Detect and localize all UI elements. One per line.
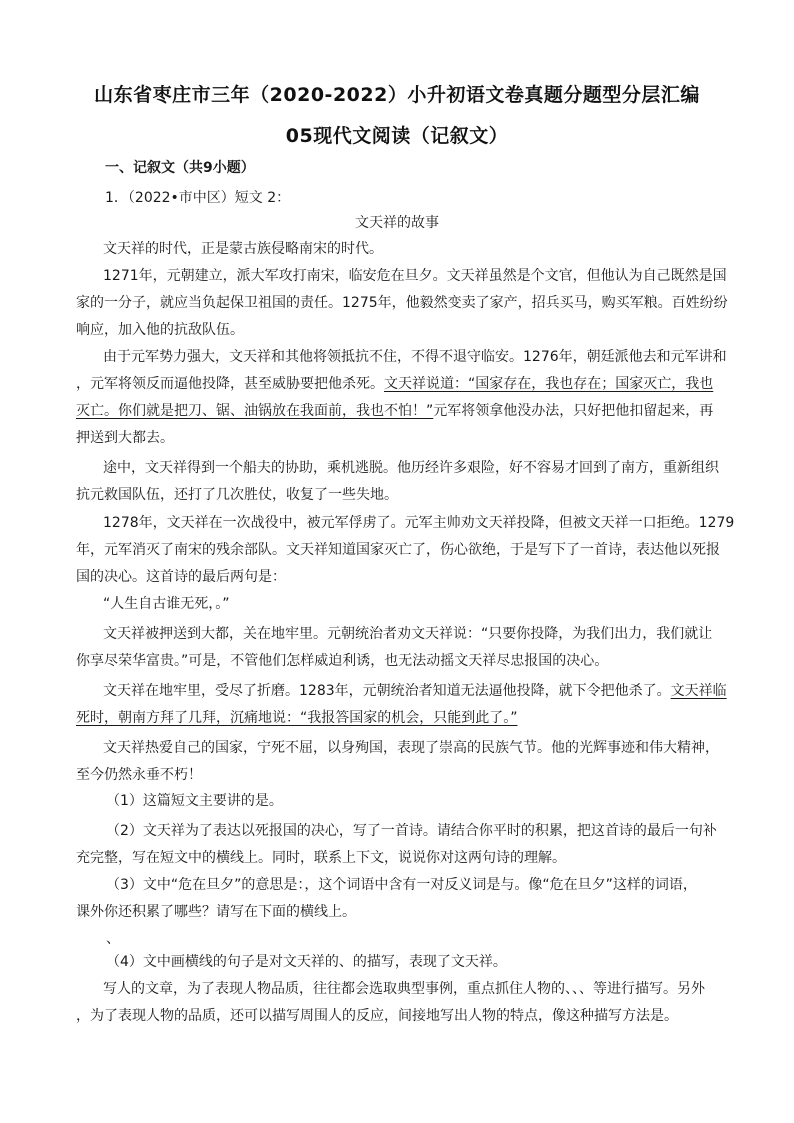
- paragraph-line: 抗元救国队伍，还打了几次胜仗，收复了一些失地。: [76, 487, 398, 503]
- paragraph-line: 国的决心。这首诗的最后两句是：: [76, 569, 286, 585]
- paragraph-line: 响应，加入他的抗敌队伍。: [76, 322, 244, 338]
- paragraph-text: 文天祥在地牢里，受尽了折磨。1283年，元朝统治者知道无法逼他投降，就下令把他杀了。: [103, 683, 671, 699]
- paragraph-line: ，为了表现人物的品质，还可以描写周围人的反应，间接地写出人物的特点，像这种描写方法是。: [76, 1008, 678, 1024]
- section-heading: 一、记叙文（共9小题）: [105, 160, 255, 176]
- underlined-sentence: 文天祥临: [670, 683, 727, 699]
- paragraph-line: 文天祥被押送到大都，关在地牢里。元朝统治者劝文天祥说：“只要你投降，为我们出力，我们就让: [103, 626, 713, 642]
- paragraph-text: 元军将领拿他没办法，只好把他扣留起来，再: [433, 403, 714, 419]
- paragraph-line: 写人的文章，为了表现人物品质，往往都会选取典型事例，重点抓住人物的、、、等进行描写。另外: [103, 981, 705, 997]
- paragraph-line: 由于元军势力强大，文天祥和其他将领抵抗不住，不得不退守临安。1276年，朝廷派他去和元军讲和: [103, 349, 727, 365]
- underlined-sentence: 死时，朝南方拜了几拜，沉痛地说：“我报答国家的机会，只能到此了。”: [76, 710, 518, 726]
- question-2: （2）文天祥为了表达以死报国的决心，写了一首诗。请结合你平时的积累，把这首诗的最后一句补: [106, 823, 717, 839]
- paragraph-line: 你享尽荣华富贵。”可是，不管他们怎样威迫利诱，也无法动摇文天祥尽忠报国的决心。: [76, 653, 609, 669]
- paragraph-line: 1278年，文天祥在一次战役中，被元军俘虏了。元军主帅劝文天祥投降，但被文天祥一口拒绝。1279: [103, 515, 735, 531]
- paragraph-line: 文天祥热爱自己的国家，宁死不屈，以身殉国，表现了崇高的民族气节。他的光辉事迹和伟大精神，: [103, 740, 719, 756]
- question-2-continued: 充完整，写在短文中的横线上。同时，联系上下文，说说你对这两句诗的理解。: [76, 850, 566, 866]
- question-intro: 1．（2022•市中区）短文 2：: [105, 190, 291, 206]
- poem-line: “人生自古谁无死，。”: [103, 596, 230, 612]
- paragraph-line: 1271年，元朝建立，派大军攻打南宋，临安危在旦夕。文天祥虽然是个文官，但他认为自己既然是国: [103, 268, 727, 284]
- question-3-continued: 课外你还积累了哪些？请写在下面的横线上。: [76, 904, 356, 920]
- document-subtitle: 05现代文阅读（记叙文）: [285, 125, 509, 147]
- question-1: （1）这篇短文主要讲的是。: [106, 793, 283, 809]
- answer-blank-separator: 、: [106, 931, 120, 947]
- paragraph-line: 文天祥的时代，正是蒙古族侵略南宋的时代。: [103, 241, 383, 257]
- underlined-sentence: 灭亡。你们就是把刀、锯、油锅放在我面前，我也不怕！”: [76, 403, 434, 419]
- paragraph-line: 家的一分子，就应当负起保卫祖国的责任。1275年，他毅然变卖了家产，招兵买马，购买军粮。百姓纷纷: [76, 295, 728, 311]
- question-3: （3）文中“危在旦夕”的意思是：，这个词语中含有一对反义词是与。像“危在旦夕”这样的词语，: [106, 877, 697, 893]
- question-4: （4）文中画横线的句子是对文天祥的、的描写，表现了文天祥。: [106, 954, 507, 970]
- passage-title: 文天祥的故事: [355, 215, 439, 231]
- paragraph-line: [103, 682, 748, 700]
- paragraph-line: [76, 709, 721, 727]
- underlined-sentence: 文天祥说道：“国家存在，我也存在；国家灭亡，我也: [384, 376, 714, 392]
- paragraph-line: 年，元军消灭了南宋的残余部队。文天祥知道国家灭亡了，伤心欲绝，于是写下了一首诗，表达他以死报: [76, 542, 720, 558]
- paragraph-line: 押送到大都去。: [76, 430, 174, 446]
- paragraph-text: ，元军将领反而逼他投降，甚至威胁要把他杀死。: [76, 376, 384, 392]
- paragraph-line: 至今仍然永垂不朽！: [76, 767, 202, 783]
- document-title: 山东省枣庄市三年（2020-2022）小升初语文卷真题分题型分层汇编: [94, 84, 700, 106]
- paragraph-line: 途中，文天祥得到一个船夫的协助，乘机逃脱。他历经许多艰险，好不容易才回到了南方，重新组织: [103, 460, 719, 476]
- paragraph-line: [76, 375, 721, 393]
- paragraph-line: [76, 402, 721, 420]
